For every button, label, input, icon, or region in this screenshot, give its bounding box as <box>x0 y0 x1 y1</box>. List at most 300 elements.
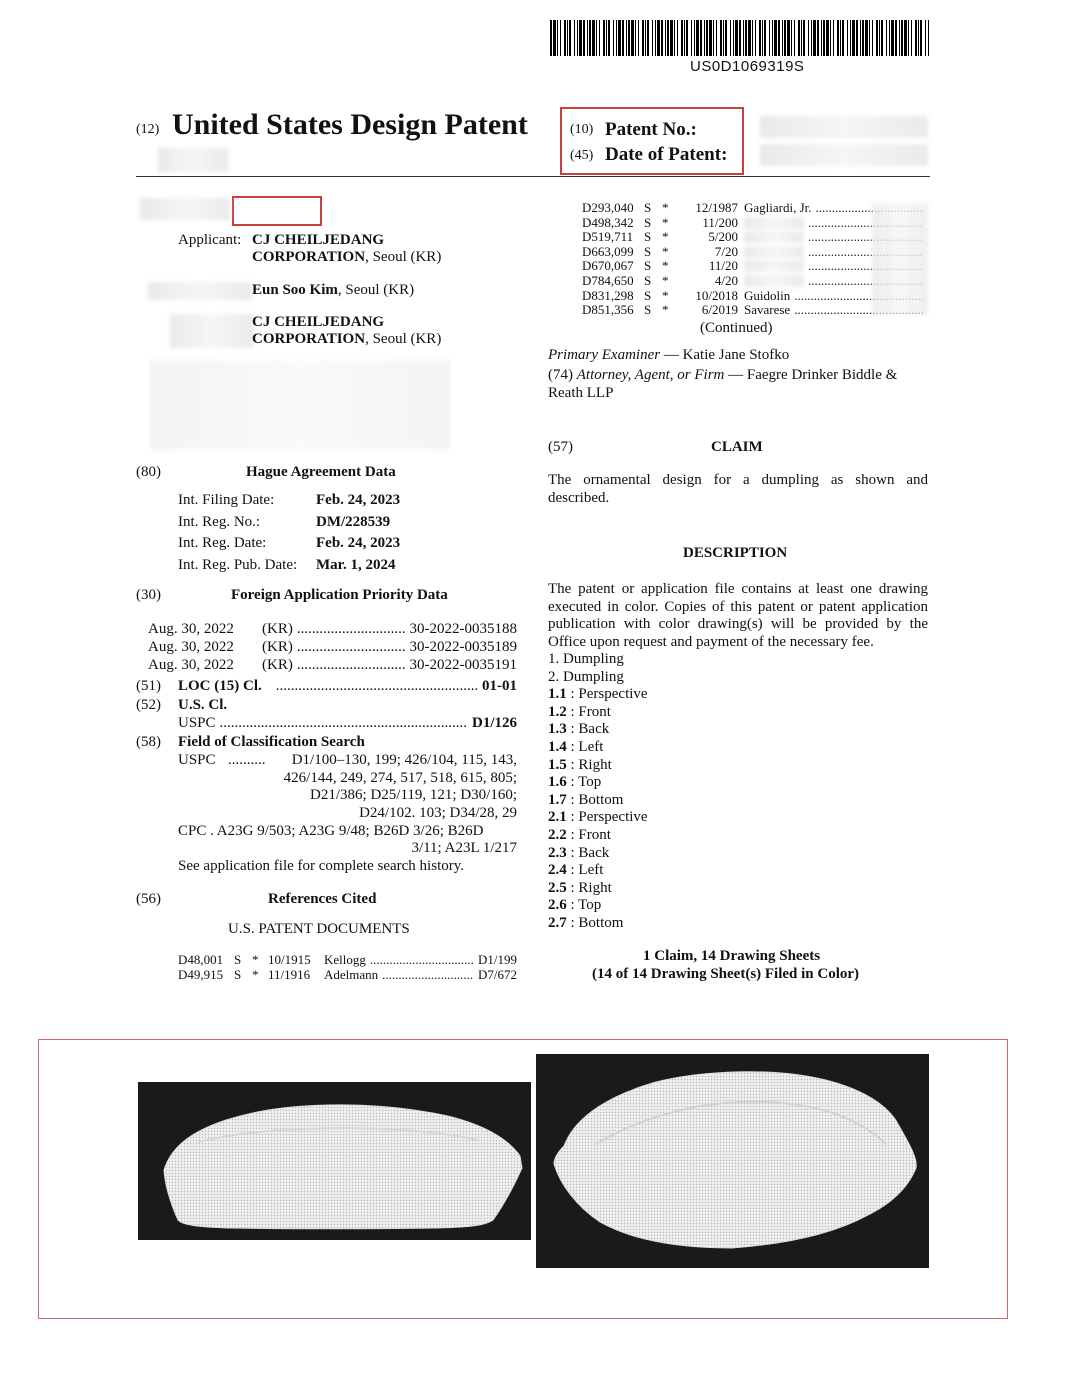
barcode-bar <box>881 20 883 56</box>
ref-num: D498,342 <box>582 214 634 230</box>
figure-label: : Top <box>570 774 602 791</box>
ref-date: 11/20 <box>708 258 738 274</box>
barcode-bar <box>755 20 756 56</box>
attorney-line <box>548 366 928 402</box>
barcode-bar <box>782 20 783 56</box>
figure-number: 1.5 <box>548 756 567 773</box>
barcode-bar <box>733 20 734 56</box>
barcode-bar <box>915 20 917 56</box>
barcode-bar <box>622 20 624 56</box>
figure-number: 1. <box>548 651 560 667</box>
description-para <box>548 581 928 651</box>
claim-code: (57) <box>548 439 573 455</box>
applicant-name-1: CJ CHEILJEDANG <box>252 232 385 248</box>
barcode-bar <box>583 20 585 56</box>
figure-number: 2.3 <box>548 844 567 861</box>
figure-number: 2.7 <box>548 914 567 931</box>
barcode-bar <box>889 20 890 56</box>
figure-label: : Left <box>570 738 604 755</box>
barcode-bar <box>661 20 663 56</box>
redacted-inventor-code <box>148 282 252 300</box>
barcode-bar <box>928 20 929 56</box>
barcode-bar <box>837 20 839 56</box>
field-cpc-line1: CPC . A23G 9/503; A23G 9/48; B26D 3/26; B26D <box>178 823 484 839</box>
ref-star: * <box>662 200 669 215</box>
foreign-number: 30-2022-0035191 <box>409 657 517 673</box>
ref-date: 10/1915 <box>268 952 311 967</box>
redacted-name <box>744 260 804 272</box>
barcode-bar <box>856 20 858 56</box>
date-of-patent-label: Date of Patent: <box>605 144 728 165</box>
ref-date: 11/1916 <box>268 966 311 982</box>
applicant-label: Applicant: <box>178 232 242 248</box>
hague-label: Int. Reg. Pub. Date: <box>178 556 298 573</box>
hague-value: Mar. 1, 2024 <box>316 556 396 573</box>
foreign-table <box>148 620 517 674</box>
dumpling-top-graphic <box>536 1054 929 1268</box>
figure-number: 1.3 <box>548 721 567 738</box>
ref-date: 12/1987 <box>695 200 738 215</box>
figure-item <box>548 827 648 845</box>
barcode-bar <box>645 20 646 56</box>
ref-kind: S <box>644 287 652 303</box>
ref-name: Savarese <box>744 302 791 318</box>
barcode-bar <box>817 20 819 56</box>
figure-item <box>548 739 648 757</box>
barcode-bar <box>748 20 751 56</box>
redacted-patent-number <box>760 116 928 138</box>
barcode-bar <box>553 20 556 56</box>
dumpling-front-graphic <box>138 1082 531 1240</box>
barcode-bar <box>821 20 822 56</box>
barcode-bar <box>850 20 851 56</box>
redacted-highlight-box <box>232 196 322 226</box>
figure-label: : Back <box>570 721 610 738</box>
redacted-block <box>158 148 228 172</box>
hague-row <box>178 512 400 534</box>
barcode-bar <box>716 20 717 56</box>
desc-line: Office upon request and payment of the necessary fee. <box>548 633 874 650</box>
ref-kind: S <box>234 952 242 967</box>
summary-line-1: 1 Claim, 14 Drawing Sheets <box>643 948 821 964</box>
barcode-bar <box>879 20 880 56</box>
ref-kind: S <box>644 258 652 274</box>
desc-line: executed in color. Copies of this patent or patent application <box>548 598 928 615</box>
figure-item <box>548 704 648 722</box>
figure-label: : Left <box>570 862 604 879</box>
hague-value: Feb. 24, 2023 <box>316 535 401 551</box>
attorney-row-1: (74) Attorney, Agent, or Firm — Faegre Drinker Biddle & <box>548 367 898 383</box>
figure-number: 1.7 <box>548 791 567 808</box>
figure-label: : Bottom <box>570 914 624 931</box>
redacted-block-2 <box>140 198 230 220</box>
uscl-code: (52) <box>136 697 161 713</box>
leader-dots <box>370 953 474 968</box>
barcode-bar <box>830 20 831 56</box>
ref-num: D851,356 <box>582 302 634 318</box>
assignee-name-2: CORPORATION <box>252 331 366 347</box>
figure-label: : Perspective <box>570 686 648 703</box>
field-uspc-dots: .......... <box>228 752 266 768</box>
applicant-name-2-line <box>252 249 441 266</box>
ref-num: D293,040 <box>582 200 634 215</box>
figure-item <box>548 809 648 827</box>
ref-star: * <box>252 966 259 982</box>
figure-label: : Top <box>570 897 602 914</box>
header-rule <box>136 176 930 177</box>
barcode-bar <box>665 20 666 56</box>
foreign-country: (KR) <box>262 639 293 655</box>
ref-num: D831,298 <box>582 287 634 303</box>
uspc-line: D24/102. 103; D34/28, 29 <box>359 804 517 821</box>
figure-label: Dumpling <box>563 668 624 685</box>
barcode-bar <box>647 20 649 56</box>
ref-kind: S <box>644 243 652 259</box>
field-code: (58) <box>136 734 161 750</box>
redacted-patent-date <box>760 144 928 166</box>
barcode-bar <box>801 20 802 56</box>
foreign-row <box>148 638 517 656</box>
barcode-bar <box>694 20 695 56</box>
hague-label: Int. Reg. No.: <box>178 513 261 530</box>
loc-value: 01-01 <box>482 678 517 694</box>
field-title: Field of Classification Search <box>178 734 365 750</box>
field-uspc-lines <box>258 752 517 822</box>
references-left-table <box>178 953 517 982</box>
barcode-bar <box>657 20 660 56</box>
attorney-name-2: Reath LLP <box>548 385 614 401</box>
figure-label: : Right <box>570 756 612 773</box>
barcode-bar <box>787 20 790 56</box>
inventor-location: , Seoul (KR) <box>337 282 415 298</box>
hague-row <box>178 533 400 555</box>
barcode-bar <box>587 20 588 56</box>
ref-name: Kellogg <box>324 952 366 967</box>
barcode-bar <box>752 20 753 56</box>
barcode-bar <box>603 20 605 56</box>
barcode-bar <box>686 20 688 56</box>
barcode-bar <box>569 20 571 56</box>
leader-dots <box>276 678 478 695</box>
barcode-bar <box>706 20 708 56</box>
barcode-bar <box>674 20 675 56</box>
barcode-bar <box>791 20 792 56</box>
redacted-ref-classes <box>872 203 928 315</box>
barcode-bar <box>667 20 669 56</box>
barcode-bar <box>618 20 621 56</box>
barcode-bar <box>599 20 600 56</box>
barcode-bar <box>901 20 903 56</box>
barcode-bar <box>872 20 873 56</box>
barcode-number: US0D1069319S <box>690 58 805 75</box>
barcode-bar <box>813 20 816 56</box>
barcode-bar <box>876 20 878 56</box>
redacted-assignee-code <box>170 314 254 348</box>
barcode-bar <box>700 20 702 56</box>
barcode-bar <box>852 20 855 56</box>
loc-code: (51) <box>136 678 161 694</box>
hague-value: DM/228539 <box>316 513 391 530</box>
ref-num: D48,001 <box>178 952 224 967</box>
barcode-bar <box>918 20 919 56</box>
figure-item <box>548 792 648 810</box>
barcode-bar <box>769 20 770 56</box>
hague-row <box>178 490 400 512</box>
applicant-location: , Seoul (KR) <box>365 249 442 265</box>
barcode-bar <box>899 20 900 56</box>
barcode <box>550 20 930 56</box>
figure-item <box>548 651 648 669</box>
drawing-top-view <box>536 1054 929 1268</box>
barcode-bar <box>681 20 683 56</box>
ref-num: D49,915 <box>178 966 224 982</box>
ref-star: * <box>662 214 669 230</box>
ref-class: D7/672 <box>478 966 517 982</box>
barcode-bar <box>735 20 738 56</box>
barcode-bar <box>628 20 630 56</box>
leader-dots <box>382 968 474 983</box>
barcode-bar <box>713 20 714 56</box>
barcode-bar <box>564 20 566 56</box>
barcode-bar <box>784 20 786 56</box>
barcode-bar <box>908 20 909 56</box>
ref-star: * <box>662 243 669 259</box>
barcode-bar <box>778 20 780 56</box>
barcode-bar <box>613 20 614 56</box>
description-title: DESCRIPTION <box>683 545 788 561</box>
desc-line: The patent or application file contains at least one drawing <box>548 581 928 597</box>
ref-star: * <box>662 287 669 303</box>
claim-line-1: The ornamental design for a dumpling as shown and <box>548 472 928 488</box>
figure-label: : Right <box>570 879 612 896</box>
ref-num: D519,711 <box>582 229 634 245</box>
figure-number: 2.5 <box>548 879 567 896</box>
ref-date: 4/20 <box>714 272 738 288</box>
figure-number: 2. <box>548 668 560 685</box>
foreign-number: 30-2022-0035189 <box>409 639 517 655</box>
figure-number: 2.4 <box>548 862 567 879</box>
barcode-bar <box>847 20 848 56</box>
barcode-bar <box>808 20 809 56</box>
barcode-bar <box>574 20 575 56</box>
ref-star: * <box>662 258 669 274</box>
barcode-bar <box>772 20 773 56</box>
foreign-row <box>148 620 517 638</box>
patent-title: United States Design Patent <box>172 108 528 141</box>
references-continued: (Continued) <box>700 320 773 336</box>
barcode-bar <box>592 20 595 56</box>
reference-row <box>178 953 517 968</box>
figure-label: : Back <box>570 844 610 861</box>
examiner-name: Katie Jane Stofko <box>682 347 790 363</box>
barcode-bar <box>730 20 731 56</box>
hague-value: Feb. 24, 2023 <box>316 492 401 508</box>
redacted-area <box>150 360 450 450</box>
figure-number: 1.1 <box>548 686 567 703</box>
figure-item <box>548 897 648 915</box>
ref-star: * <box>662 272 669 288</box>
barcode-bar <box>860 20 861 56</box>
barcode-bar <box>904 20 907 56</box>
loc-label: LOC (15) Cl. <box>178 678 262 694</box>
figure-number: 2.2 <box>548 826 567 843</box>
foreign-row <box>148 656 517 674</box>
hague-label: Int. Filing Date: <box>178 492 275 508</box>
barcode-bar <box>891 20 894 56</box>
barcode-bar <box>696 20 699 56</box>
figure-label: : Front <box>570 826 611 843</box>
barcode-bar <box>638 20 639 56</box>
barcode-bar <box>925 20 926 56</box>
barcode-bar <box>631 20 634 56</box>
ref-num: D670,067 <box>582 258 634 274</box>
barcode-bar <box>567 20 568 56</box>
ref-date: 10/2018 <box>695 287 738 303</box>
hague-row <box>178 555 400 577</box>
barcode-bar <box>723 20 724 56</box>
redacted-name <box>744 246 804 258</box>
ref-star: * <box>662 229 669 245</box>
leader-dots <box>297 638 406 656</box>
foreign-country: (KR) <box>262 657 293 673</box>
figure-number: 2.6 <box>548 897 567 914</box>
figure-item <box>548 686 648 704</box>
barcode-bar <box>709 20 712 56</box>
field-cpc-line2: 3/11; A23L 1/217 <box>411 840 517 856</box>
barcode-graphic <box>550 20 930 56</box>
uscl-row <box>178 715 517 732</box>
ref-kind: S <box>644 200 652 215</box>
leader-dots <box>297 656 406 674</box>
figure-number: 1.6 <box>548 774 567 791</box>
attorney-code: (74) <box>548 367 573 383</box>
barcode-bar <box>739 20 741 56</box>
barcode-bar <box>589 20 591 56</box>
barcode-bar <box>833 20 834 56</box>
redacted-name <box>744 217 804 229</box>
references-code: (56) <box>136 891 161 907</box>
barcode-bar <box>865 20 868 56</box>
barcode-bar <box>642 20 644 56</box>
code-45: (45) <box>570 148 594 163</box>
ref-num: D784,650 <box>582 272 634 288</box>
foreign-date: Aug. 30, 2022 <box>148 657 234 673</box>
references-subtitle: U.S. PATENT DOCUMENTS <box>228 921 410 937</box>
barcode-bar <box>596 20 597 56</box>
summary-line-2: (14 of 14 Drawing Sheet(s) Filed in Color) <box>592 966 860 982</box>
figure-number: 1.4 <box>548 738 567 755</box>
redacted-name <box>744 275 804 287</box>
figure-item <box>548 880 648 898</box>
barcode-bar <box>655 20 656 56</box>
attorney-name-1: Faegre Drinker Biddle & <box>746 367 898 383</box>
barcode-bar <box>798 20 800 56</box>
ref-star: * <box>252 952 259 967</box>
barcode-bar <box>704 20 705 56</box>
figure-label: Dumpling <box>563 651 624 667</box>
figure-item <box>548 721 648 739</box>
desc-line: publication with color drawing(s) will be provided by the <box>548 616 928 633</box>
examiner-label: Primary Examiner <box>548 347 661 363</box>
uscl-sub: USPC <box>178 715 216 731</box>
claim-title: CLAIM <box>711 439 763 455</box>
barcode-bar <box>616 20 617 56</box>
ref-name: Guidolin <box>744 287 791 303</box>
barcode-bar <box>677 20 678 56</box>
code-12: (12) <box>136 122 160 137</box>
redacted-name <box>744 231 804 243</box>
barcode-bar <box>743 20 744 56</box>
barcode-bar <box>911 20 912 56</box>
uscl-label: U.S. Cl. <box>178 697 228 713</box>
barcode-bar <box>745 20 747 56</box>
figure-item <box>548 774 648 792</box>
ref-date: 5/200 <box>708 229 738 245</box>
ref-kind: S <box>644 302 652 318</box>
barcode-bar <box>577 20 578 56</box>
figure-label: : Bottom <box>570 791 624 808</box>
barcode-bar <box>557 20 558 56</box>
barcode-bar <box>826 20 829 56</box>
barcode-bar <box>635 20 636 56</box>
barcode-bar <box>794 20 795 56</box>
assignee-name-1: CJ CHEILJEDANG <box>252 314 385 330</box>
reference-row <box>178 968 517 983</box>
inventor-line <box>252 282 414 299</box>
barcode-bar <box>762 20 763 56</box>
barcode-bar <box>869 20 870 56</box>
foreign-code: (30) <box>136 587 161 603</box>
attorney-label: Attorney, Agent, or Firm <box>576 367 725 383</box>
figure-item <box>548 757 648 775</box>
figure-item <box>548 862 648 880</box>
foreign-country: (KR) <box>262 621 293 637</box>
claim-line-2: described. <box>548 490 610 506</box>
assignee-location: , Seoul (KR) <box>365 331 442 347</box>
patent-no-label: Patent No.: <box>605 119 697 140</box>
ref-date: 11/200 <box>702 214 738 230</box>
barcode-bar <box>862 20 864 56</box>
ref-name: Gagliardi, Jr. <box>744 200 812 215</box>
ref-star: * <box>662 302 669 318</box>
barcode-bar <box>652 20 653 56</box>
barcode-bar <box>895 20 897 56</box>
barcode-bar <box>920 20 922 56</box>
ref-kind: S <box>234 966 242 982</box>
barcode-bar <box>823 20 825 56</box>
barcode-bar <box>560 20 561 56</box>
drawing-front-view <box>138 1082 531 1240</box>
barcode-bar <box>725 20 727 56</box>
uscl-value: D1/126 <box>472 715 517 731</box>
barcode-bar <box>579 20 582 56</box>
uspc-line: 426/144, 249, 274, 517, 518, 615, 805; <box>283 769 517 786</box>
references-title: References Cited <box>268 891 377 907</box>
ref-class: D1/199 <box>478 952 517 967</box>
hague-title: Hague Agreement Data <box>246 464 396 480</box>
hague-label: Int. Reg. Date: <box>178 535 267 551</box>
uspc-line: D1/100–130, 199; 426/104, 115, 143, <box>291 752 517 768</box>
figure-label: : Perspective <box>570 809 648 826</box>
claim-text <box>548 471 928 507</box>
figure-number: 2.1 <box>548 809 567 826</box>
uspc-line: D21/386; D25/119, 121; D30/160; <box>310 787 517 803</box>
foreign-title: Foreign Application Priority Data <box>231 587 448 603</box>
hague-table <box>178 490 400 576</box>
field-uspc-label: USPC <box>178 752 216 768</box>
barcode-bar <box>774 20 777 56</box>
leader-dots <box>220 715 468 732</box>
